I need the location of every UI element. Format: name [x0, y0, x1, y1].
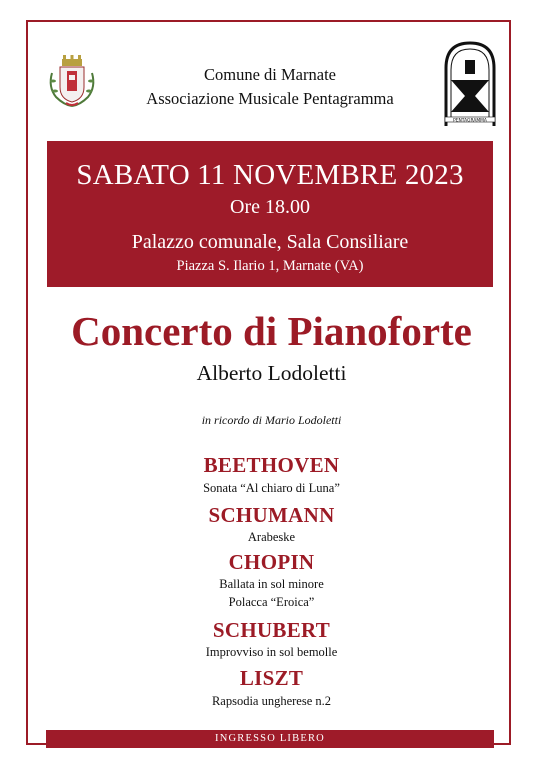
organizer-municipality: Comune di Marnate [204, 65, 336, 84]
program-composer: BEETHOVEN [203, 453, 340, 477]
program-work: Improvviso in sol bemolle [205, 645, 338, 659]
program-composer: SCHUMANN [208, 503, 335, 527]
event-venue: Palazzo comunale, Sala Consiliare [131, 231, 409, 253]
program-composer: LISZT [239, 666, 304, 690]
event-banner [47, 141, 493, 287]
dedication: in ricordo di Mario Lodoletti [201, 413, 342, 427]
program-composer: CHOPIN [228, 550, 315, 574]
program-work: Arabeske [247, 530, 296, 544]
event-date: SABATO 11 NOVEMBRE 2023 [76, 159, 464, 191]
program-work: Sonata “Al chiaro di Luna” [203, 481, 340, 495]
program-work: Rapsodia ungherese n.2 [211, 694, 332, 708]
program-work: Polacca “Eroica” [228, 595, 315, 609]
logo-wordmark: PENTAGRAMMA [453, 118, 487, 124]
event-address: Piazza S. Ilario 1, Marnate (VA) [176, 258, 364, 274]
program-work: Ballata in sol minore [219, 577, 324, 591]
organizer-association: Associazione Musicale Pentagramma [146, 89, 394, 108]
program-composer: SCHUBERT [212, 618, 331, 642]
coat-of-arms-icon [46, 53, 98, 109]
performer-name: Alberto Lodoletti [196, 361, 347, 385]
concert-title: Concerto di Pianoforte [71, 308, 472, 354]
free-entry-footer: INGRESSO LIBERO [46, 730, 494, 748]
event-time: Ore 18.00 [230, 196, 310, 218]
association-logo [441, 38, 499, 130]
